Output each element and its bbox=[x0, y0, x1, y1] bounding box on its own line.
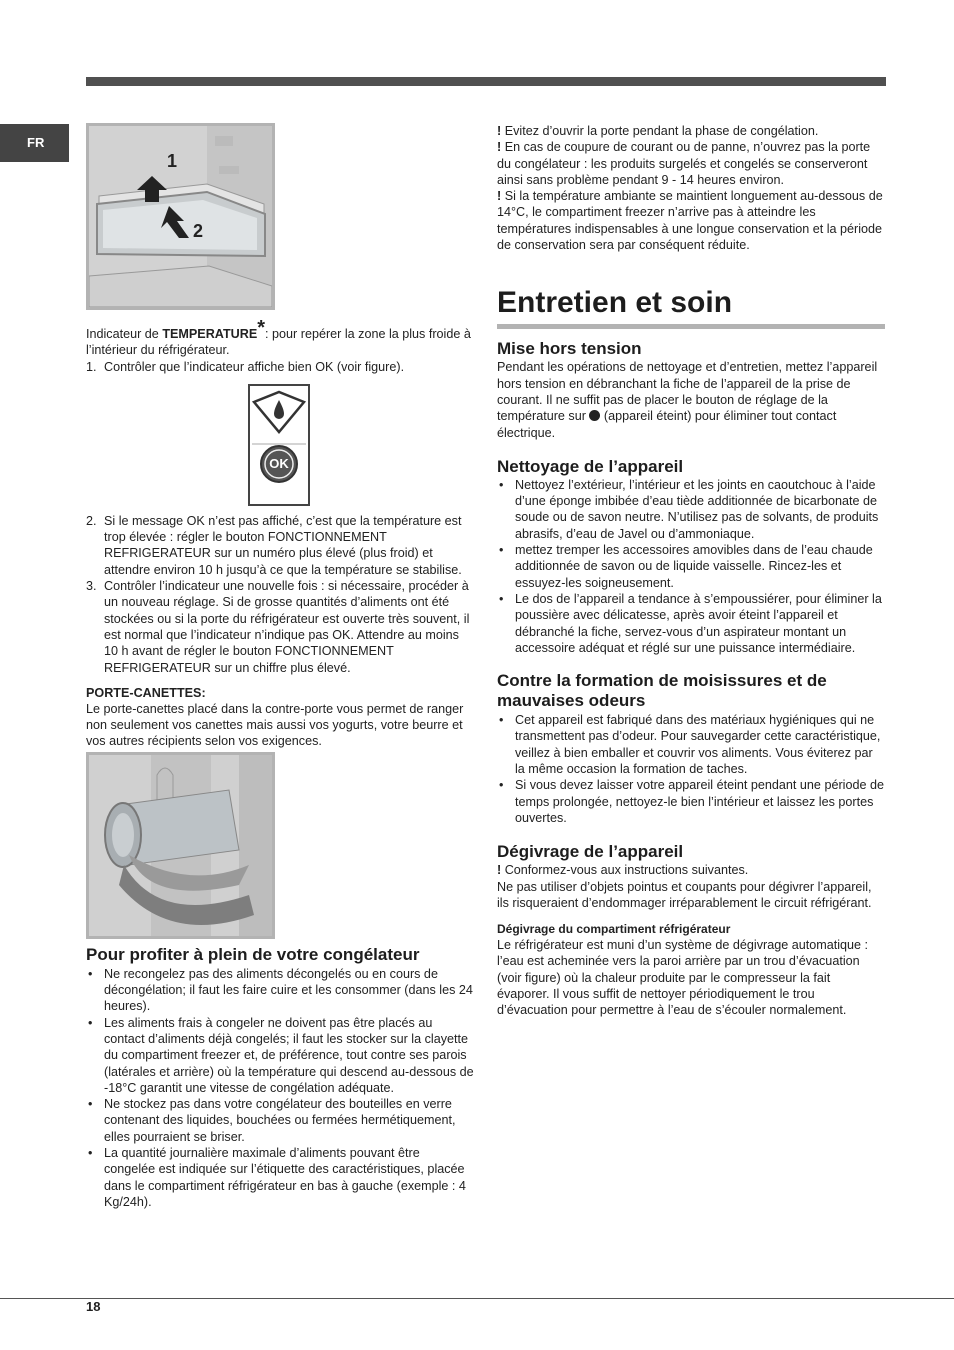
moisissures-title: Contre la formation de moisissures et de mauvaises odeurs bbox=[497, 671, 827, 711]
degivrage-subtitle: Dégivrage du compartiment réfrigérateur bbox=[497, 922, 731, 937]
list-item: • Le dos de l’appareil a tendance à s’empoussiérer, pour éliminer la poussière avec délicatesse, après avoir éteint l’appareil et débranché la fiche, servez-vous d’un aspirateur montant un accessoire adéquat et réglé sur une puissance intermédiaire. bbox=[497, 591, 885, 656]
left-column bbox=[86, 123, 474, 1210]
list-item: • Les aliments frais à congeler ne doivent pas être placés au contact d’aliments déjà congelés; il faut les stocker sur la clayette du compartiment freezer et, de préférence, tout contre ses parois (latérales et arrière) où la température qui descend au-dessous de -18°C garantit une vitesse de congélation adéquate. bbox=[86, 1015, 474, 1096]
shelf-illustration bbox=[89, 126, 272, 307]
congelateur-title: Pour profiter à plein de votre congélateur bbox=[86, 944, 420, 964]
list-item: • mettez tremper les accessoires amovibles dans de l’eau chaude additionnée de savon ou de liquide vaisselle. Rincez-les et essuyez-les soigneusement. bbox=[497, 542, 885, 591]
degivrage-subtext: Le réfrigérateur est muni d’un système de dégivrage automatique : l’eau est acheminée vers la paroi arrière par un trou d’évacuation (voir figure) où la chaleur produite par le compresseur la fait évaporer. Il vous suffit de nettoyer périodiquement le trou d’évacuation pour permettre à l’eau de s’écouler normalement. bbox=[497, 938, 869, 1018]
header-rule bbox=[86, 77, 886, 86]
moisissures-list bbox=[497, 712, 885, 826]
warning-1: ! Evitez d’ouvrir la porte pendant la phase de congélation. bbox=[497, 124, 819, 138]
list-item: • Ne stockez pas dans votre congélateur des bouteilles en verre contenant des liquides, bouchées ou fermées hermétiquement, elles pourraient se briser. bbox=[86, 1096, 474, 1145]
warning-3: ! Si la température ambiante se maintient longuement au-dessous de 14°C, le compartiment freezer n’arrive pas à atteindre les températures indispensables à une longue conservation et la période de conservation sera par conséquent réduite. bbox=[497, 189, 883, 253]
nettoyage-title: Nettoyage de l’appareil bbox=[497, 456, 684, 476]
porte-canettes-text: Le porte-canettes placé dans la contre-porte vous permet de ranger non seulement vos canettes mais aussi vos yogurts, votre beurre et vos autres récipients selon vos exigences. bbox=[86, 701, 464, 749]
steps-list-a bbox=[86, 359, 474, 375]
title-rule bbox=[497, 324, 885, 329]
can-holder-illustration bbox=[89, 755, 272, 936]
list-item: • Ne recongelez pas des aliments décongelés ou en cours de décongélation; il faut les faire cuire et les consommer (dans les 24 heures). bbox=[86, 966, 474, 1015]
can-holder-figure bbox=[86, 752, 275, 939]
arrow-label-1: 1 bbox=[167, 151, 178, 171]
degivrage-warning: ! Conformez-vous aux instructions suivantes. bbox=[497, 863, 749, 878]
step-item: 1. Contrôler que l’indicateur affiche bien OK (voir figure). bbox=[86, 359, 405, 374]
indicator-illustration bbox=[250, 386, 308, 504]
steps-list-b bbox=[86, 513, 474, 676]
porte-canettes-title: PORTE-CANETTES: bbox=[86, 685, 206, 700]
warning-2: ! En cas de coupure de courant ou de panne, n’ouvrez pas la porte du congélateur : les produits surgelés et congelés se conserveront ainsi sans problème pendant 9 - 14 heures environ. bbox=[497, 140, 871, 187]
arrow-label-2: 2 bbox=[193, 221, 204, 241]
congelateur-list bbox=[86, 966, 474, 1210]
mise-hors-tension-title: Mise hors tension bbox=[497, 339, 642, 359]
footer-rule bbox=[0, 1298, 954, 1299]
mise-hors-tension-text: Pendant les opérations de nettoyage et d’entretien, mettez l’appareil hors tension en débranchant la fiche de l’appareil de la prise de courant. Il ne suffit pas de placer le bouton de réglage de la température sur (appareil éteint) pour éliminer tout contact électrique. bbox=[497, 360, 878, 440]
off-dot-icon bbox=[589, 410, 600, 421]
language-tab: FR bbox=[0, 124, 69, 162]
degivrage-text: Ne pas utiliser d’objets pointus et coupants pour dégivrer l’appareil, ils risqueraient d’endommager irréparablement le circuit réfrigérant. bbox=[497, 879, 872, 910]
ok-indicator-figure bbox=[248, 384, 310, 506]
right-column bbox=[497, 123, 885, 1019]
list-item: • Si vous devez laisser votre appareil éteint pendant une période de temps prolongée, nettoyez-le bien l’intérieur et laissez les portes ouvertes. bbox=[497, 777, 885, 826]
step-item: 2. Si le message OK n’est pas affiché, c’est que la température est trop élevée : régler le bouton FONCTIONNEMENT REFRIGERATEUR sur un numéro plus élevé (plus froid) et attendre environ 10 h jusqu’à ce que la température se stabilise. bbox=[86, 513, 462, 577]
degivrage-title: Dégivrage de l’appareil bbox=[497, 842, 684, 862]
page-title: Entretien et soin bbox=[497, 286, 733, 320]
list-item: • Cet appareil est fabriqué dans des matériaux hygiéniques qui ne transmettent pas d’odeur. Pour sauvegarder cette caractéristique, veillez à bien emballer et couvrir vos aliments. Vous éviterez par la même occasion la formation de taches. bbox=[497, 712, 885, 777]
nettoyage-list bbox=[497, 477, 885, 656]
page-number: 18 bbox=[86, 1299, 101, 1314]
list-item: • La quantité journalière maximale d’aliments pouvant être congelée est indiquée sur l’étiquette des caractéristiques, placée dans le compartiment réfrigérateur en bas à gauche (exemple : 4 Kg/24h). bbox=[86, 1145, 474, 1210]
step-item: 3. Contrôler l’indicateur une nouvelle fois : si nécessaire, procéder à un nouveau réglage. Si de grosse quantités d’aliments ont été stockées ou si la porte du réfrigérateur est ouverte très souvent, il est normal que l’indicateur n’indique pas OK. Attendre au moins 10 h avant de régler le bouton FONCTIONNEMENT REFRIGERATEUR sur un chiffre plus élevé. bbox=[86, 579, 470, 675]
shelf-figure bbox=[86, 123, 275, 310]
list-item: • Nettoyez l’extérieur, l’intérieur et les joints en caoutchouc à l’aide d’une éponge imbibée d’eau tiède additionnée de bicarbonate de soude ou de savon neutre. N’utilisez pas de solvants, de produits abrasifs, d’eau de Javel ou d’ammoniaque. bbox=[497, 477, 885, 542]
asterisk: * bbox=[257, 317, 266, 339]
temperature-intro: Indicateur de TEMPERATURE*: pour repérer la zone la plus froide à l’intérieur du réfrigérateur. bbox=[86, 317, 471, 358]
ok-badge-text: OK bbox=[269, 455, 289, 471]
